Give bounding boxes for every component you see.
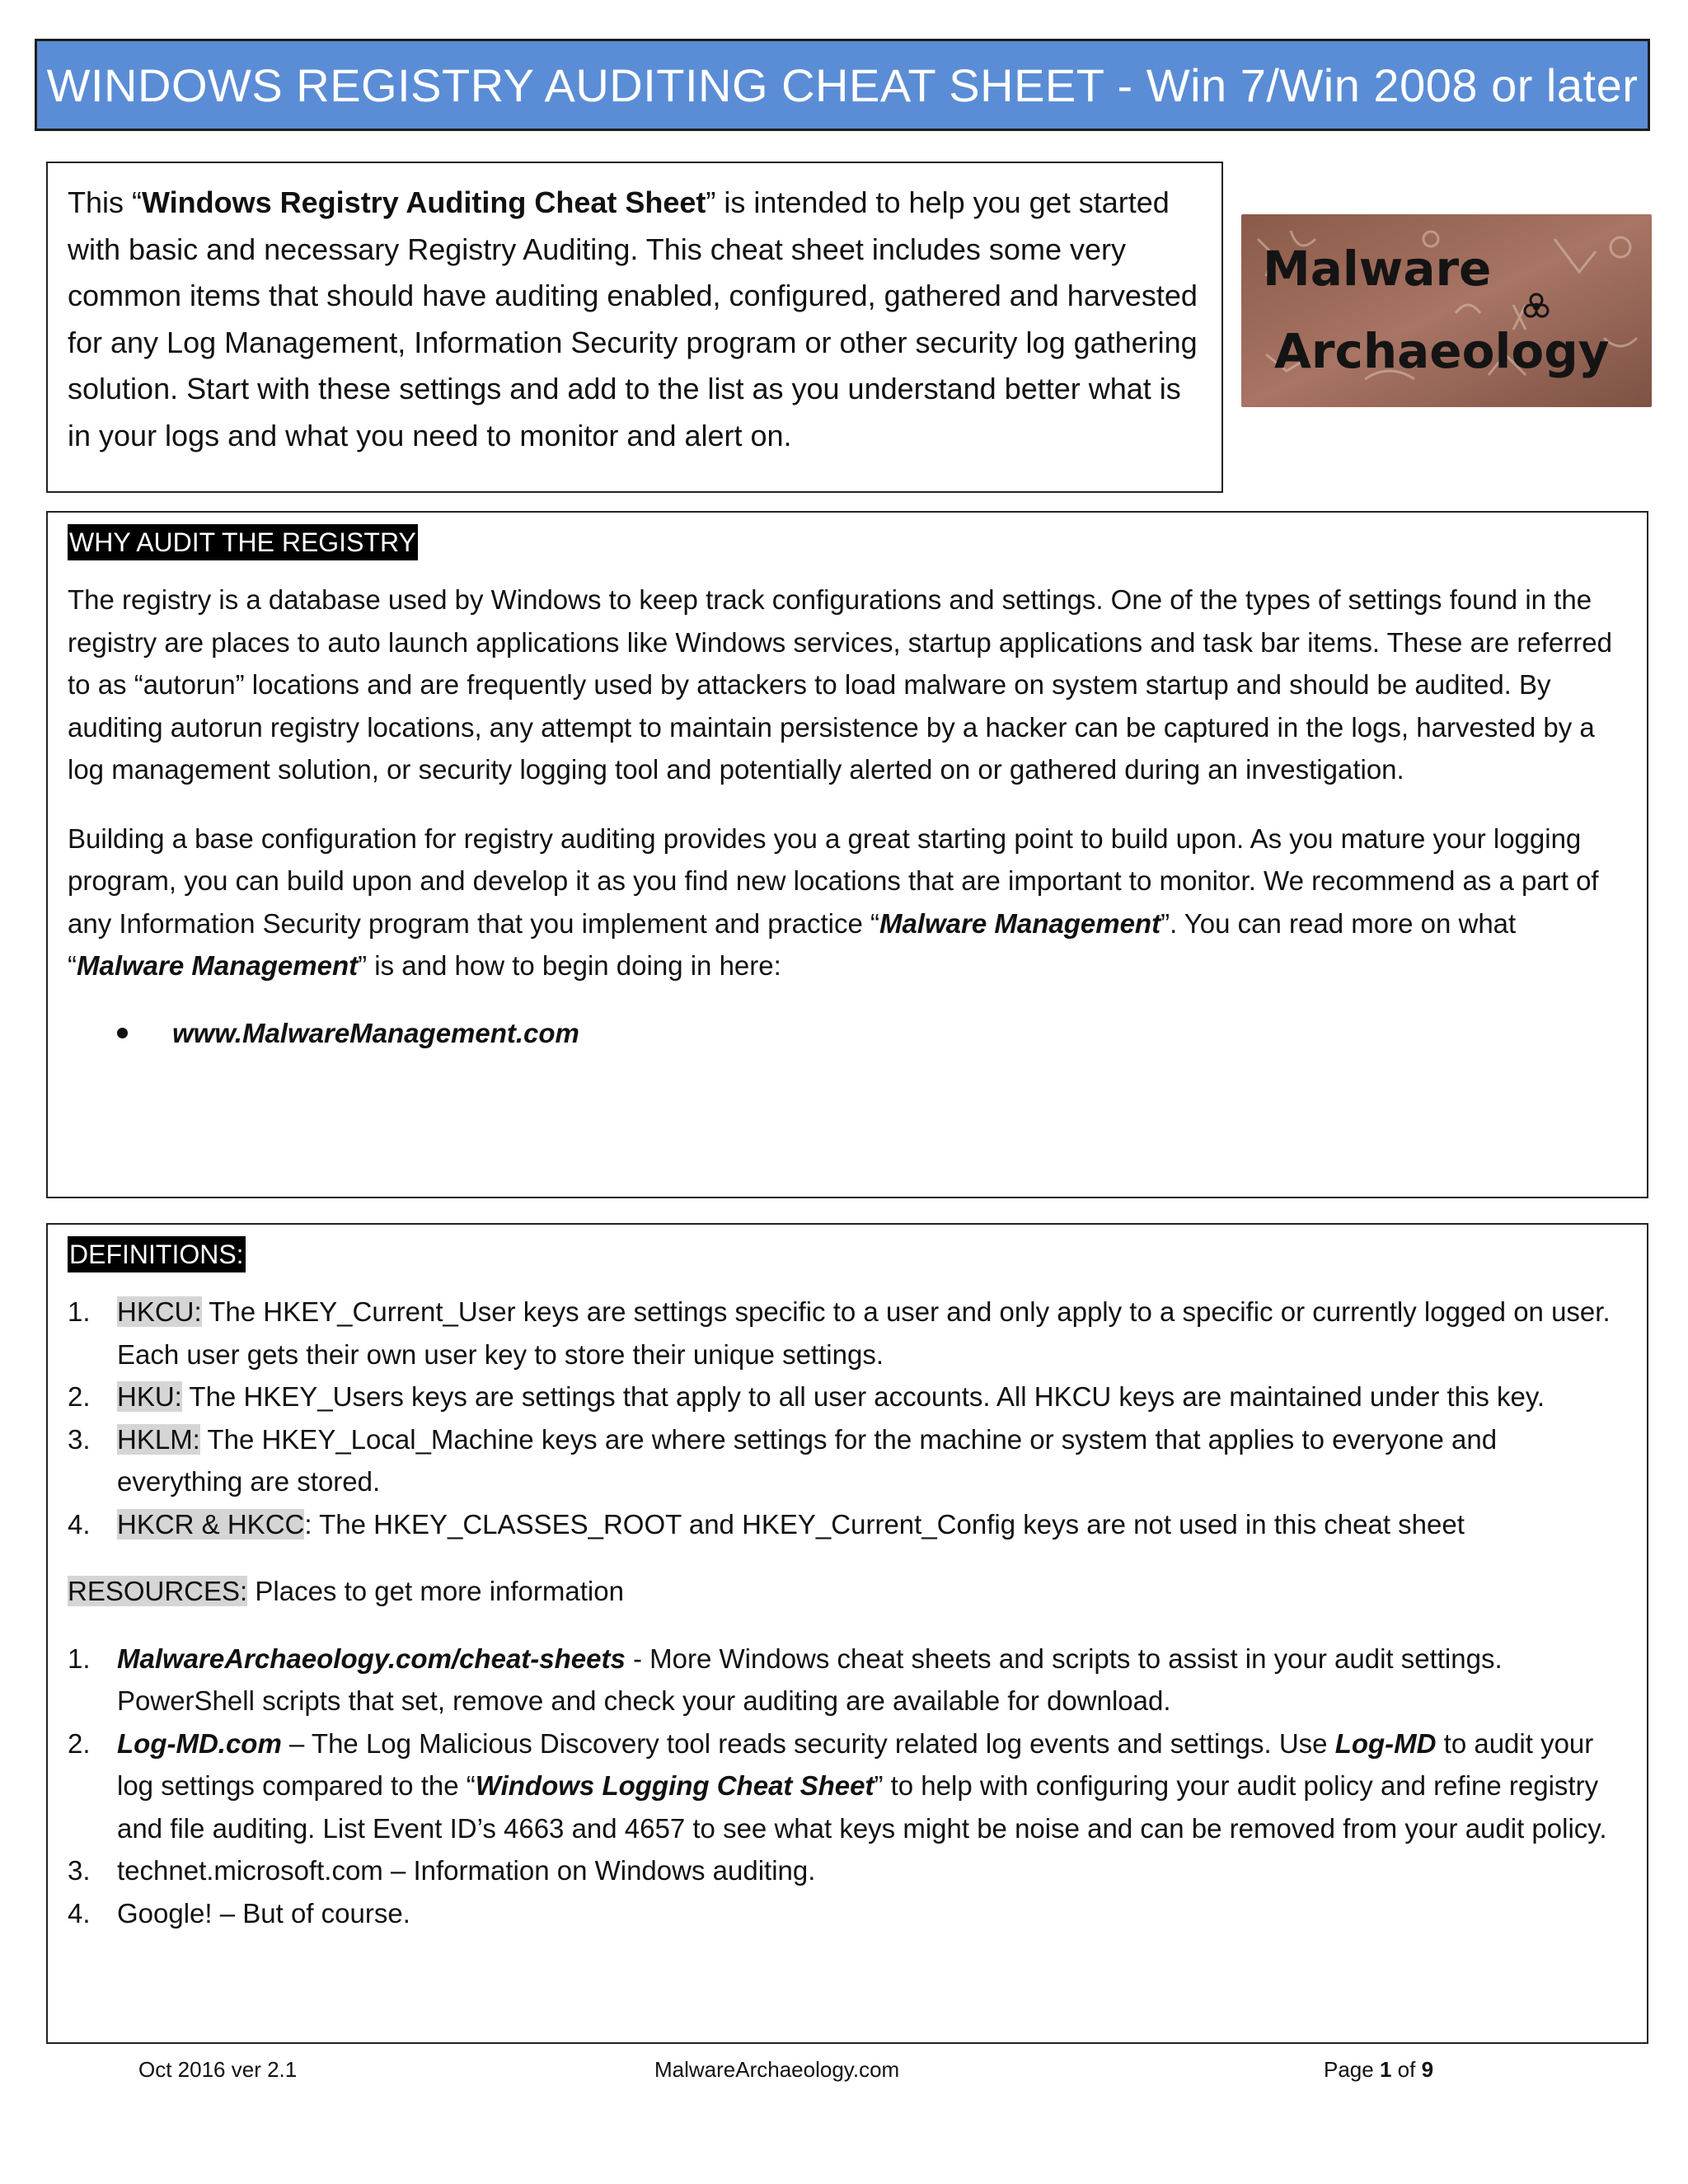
intro-text: ” is intended to help you get started with basic and necessary Registry Auditing. This cheat sheet includes some very common items that should have auditing enabled, configured, gathered and harvested for any Log Management, Information Security program or other security log gathering solution. Start with these settings and add to the list as you understand better what is in your logs and what you need to monitor and alert on. xyxy=(68,185,1198,452)
why-audit-section xyxy=(46,511,1648,1198)
why-heading: WHY AUDIT THE REGISTRY xyxy=(68,524,418,560)
why-p2-text-c: ”. You can read more on what “ xyxy=(68,907,1517,981)
list-item: 1. MalwareArchaeology.com/cheat-sheets - More Windows cheat sheets and scripts to assist in your audit settings. PowerShell scripts that set, remove and check your auditing are available for download. xyxy=(68,1643,1503,1716)
title-banner xyxy=(35,39,1650,131)
cheat-sheets-link[interactable]: MalwareArchaeology.com/cheat-sheets xyxy=(117,1643,626,1674)
why-p2-malware-management-1: Malware Management xyxy=(879,907,1161,939)
definitions-heading: DEFINITIONS: xyxy=(68,1236,246,1272)
why-p2-text-a: Building a base configuration for registry auditing provides you a great starting point to build upon. As you mature your logging program, you can build upon and develop it as you find new locations that are important to monitor. We recommend as a part of any Information Security program that you implement and practice “ xyxy=(68,823,1599,939)
intro-bold-title: Windows Registry Auditing Cheat Sheet xyxy=(142,185,706,219)
resources-subheading: Places to get more information xyxy=(247,1576,624,1606)
page-title: WINDOWS REGISTRY AUDITING CHEAT SHEET - Win 7/Win 2008 or later xyxy=(46,59,1639,111)
footer-site: MalwareArchaeology.com xyxy=(654,2057,900,2082)
resources-heading: RESOURCES: xyxy=(68,1576,248,1606)
malware-management-link[interactable]: www.MalwareManagement.com xyxy=(172,1017,579,1048)
why-paragraph-1: The registry is a database used by Windows to keep track configurations and settings. One of the types of settings found in the registry are places to auto launch applications like Windows services, startup applications and task bar items. These are referred to as “autorun” locations and are frequently used by attackers to load malware on system startup and should be audited. By auditing autorun registry locations, any attempt to maintain persistence by a hacker can be captured in the logs, harvested by a log management solution, or security logging tool and potentially alerted on or gathered during an investigation. xyxy=(68,584,1612,785)
why-p2-text-e: ” is and how to begin doing in here: xyxy=(358,950,781,981)
list-item: 2. Log-MD.com – The Log Malicious Discovery tool reads security related log events and settings. Use Log-MD to audit your log settings compared to the “Windows Logging Cheat Sheet” to help with configuring your audit policy and refine registry and file auditing. List Event ID’s 4663 and 4657 to see what keys might be noise and can be removed from your audit policy. xyxy=(68,1727,1607,1844)
definitions-list xyxy=(68,1291,1627,1545)
why-p2-malware-management-2: Malware Management xyxy=(77,950,359,981)
footer-page-number: Page 1 of 9 xyxy=(1324,2057,1434,2082)
definitions-section xyxy=(46,1223,1648,2044)
malware-archaeology-logo xyxy=(1241,214,1652,407)
list-item: 3. technet.microsoft.com – Information on Windows auditing. xyxy=(68,1855,816,1886)
why-bullet xyxy=(117,1012,1627,1055)
term-hkcr-hkcc: HKCR & HKCC xyxy=(117,1508,305,1540)
intro-prefix: This “ xyxy=(68,185,142,219)
list-item: 3. HKLM: The HKEY_Local_Machine keys are where settings for the machine or system that applies to everyone and everything are stored. xyxy=(68,1423,1498,1497)
list-item: 4. HKCR & HKCC: The HKEY_CLASSES_ROOT and HKEY_Current_Config keys are not used in this cheat sheet xyxy=(68,1508,1465,1540)
list-item: 2. HKU: The HKEY_Users keys are settings that apply to all user accounts. All HKCU keys are maintained under this key. xyxy=(68,1381,1545,1412)
resources-heading-line xyxy=(68,1570,1627,1613)
bullet-icon xyxy=(117,1028,128,1038)
term-hku: HKU: xyxy=(117,1381,182,1412)
intro-box xyxy=(46,162,1223,493)
why-paragraph-2 xyxy=(68,818,1627,987)
log-md-link[interactable]: Log-MD.com xyxy=(117,1727,282,1759)
term-hkcu: HKCU: xyxy=(117,1296,202,1327)
page-footer xyxy=(0,2057,1688,2090)
logo-line2: Archaeology xyxy=(1274,323,1610,379)
logo-line1: Malware xyxy=(1263,241,1492,297)
list-item: 1. HKCU: The HKEY_Current_User keys are settings specific to a user and only apply to a specific or currently logged on user. Each user gets their own user key to store their unique settings. xyxy=(68,1296,1611,1370)
term-hklm: HKLM: xyxy=(117,1423,200,1455)
footer-version: Oct 2016 ver 2.1 xyxy=(138,2057,298,2082)
resources-list xyxy=(68,1638,1627,1935)
list-item: 4. Google! – But of course. xyxy=(68,1897,410,1929)
